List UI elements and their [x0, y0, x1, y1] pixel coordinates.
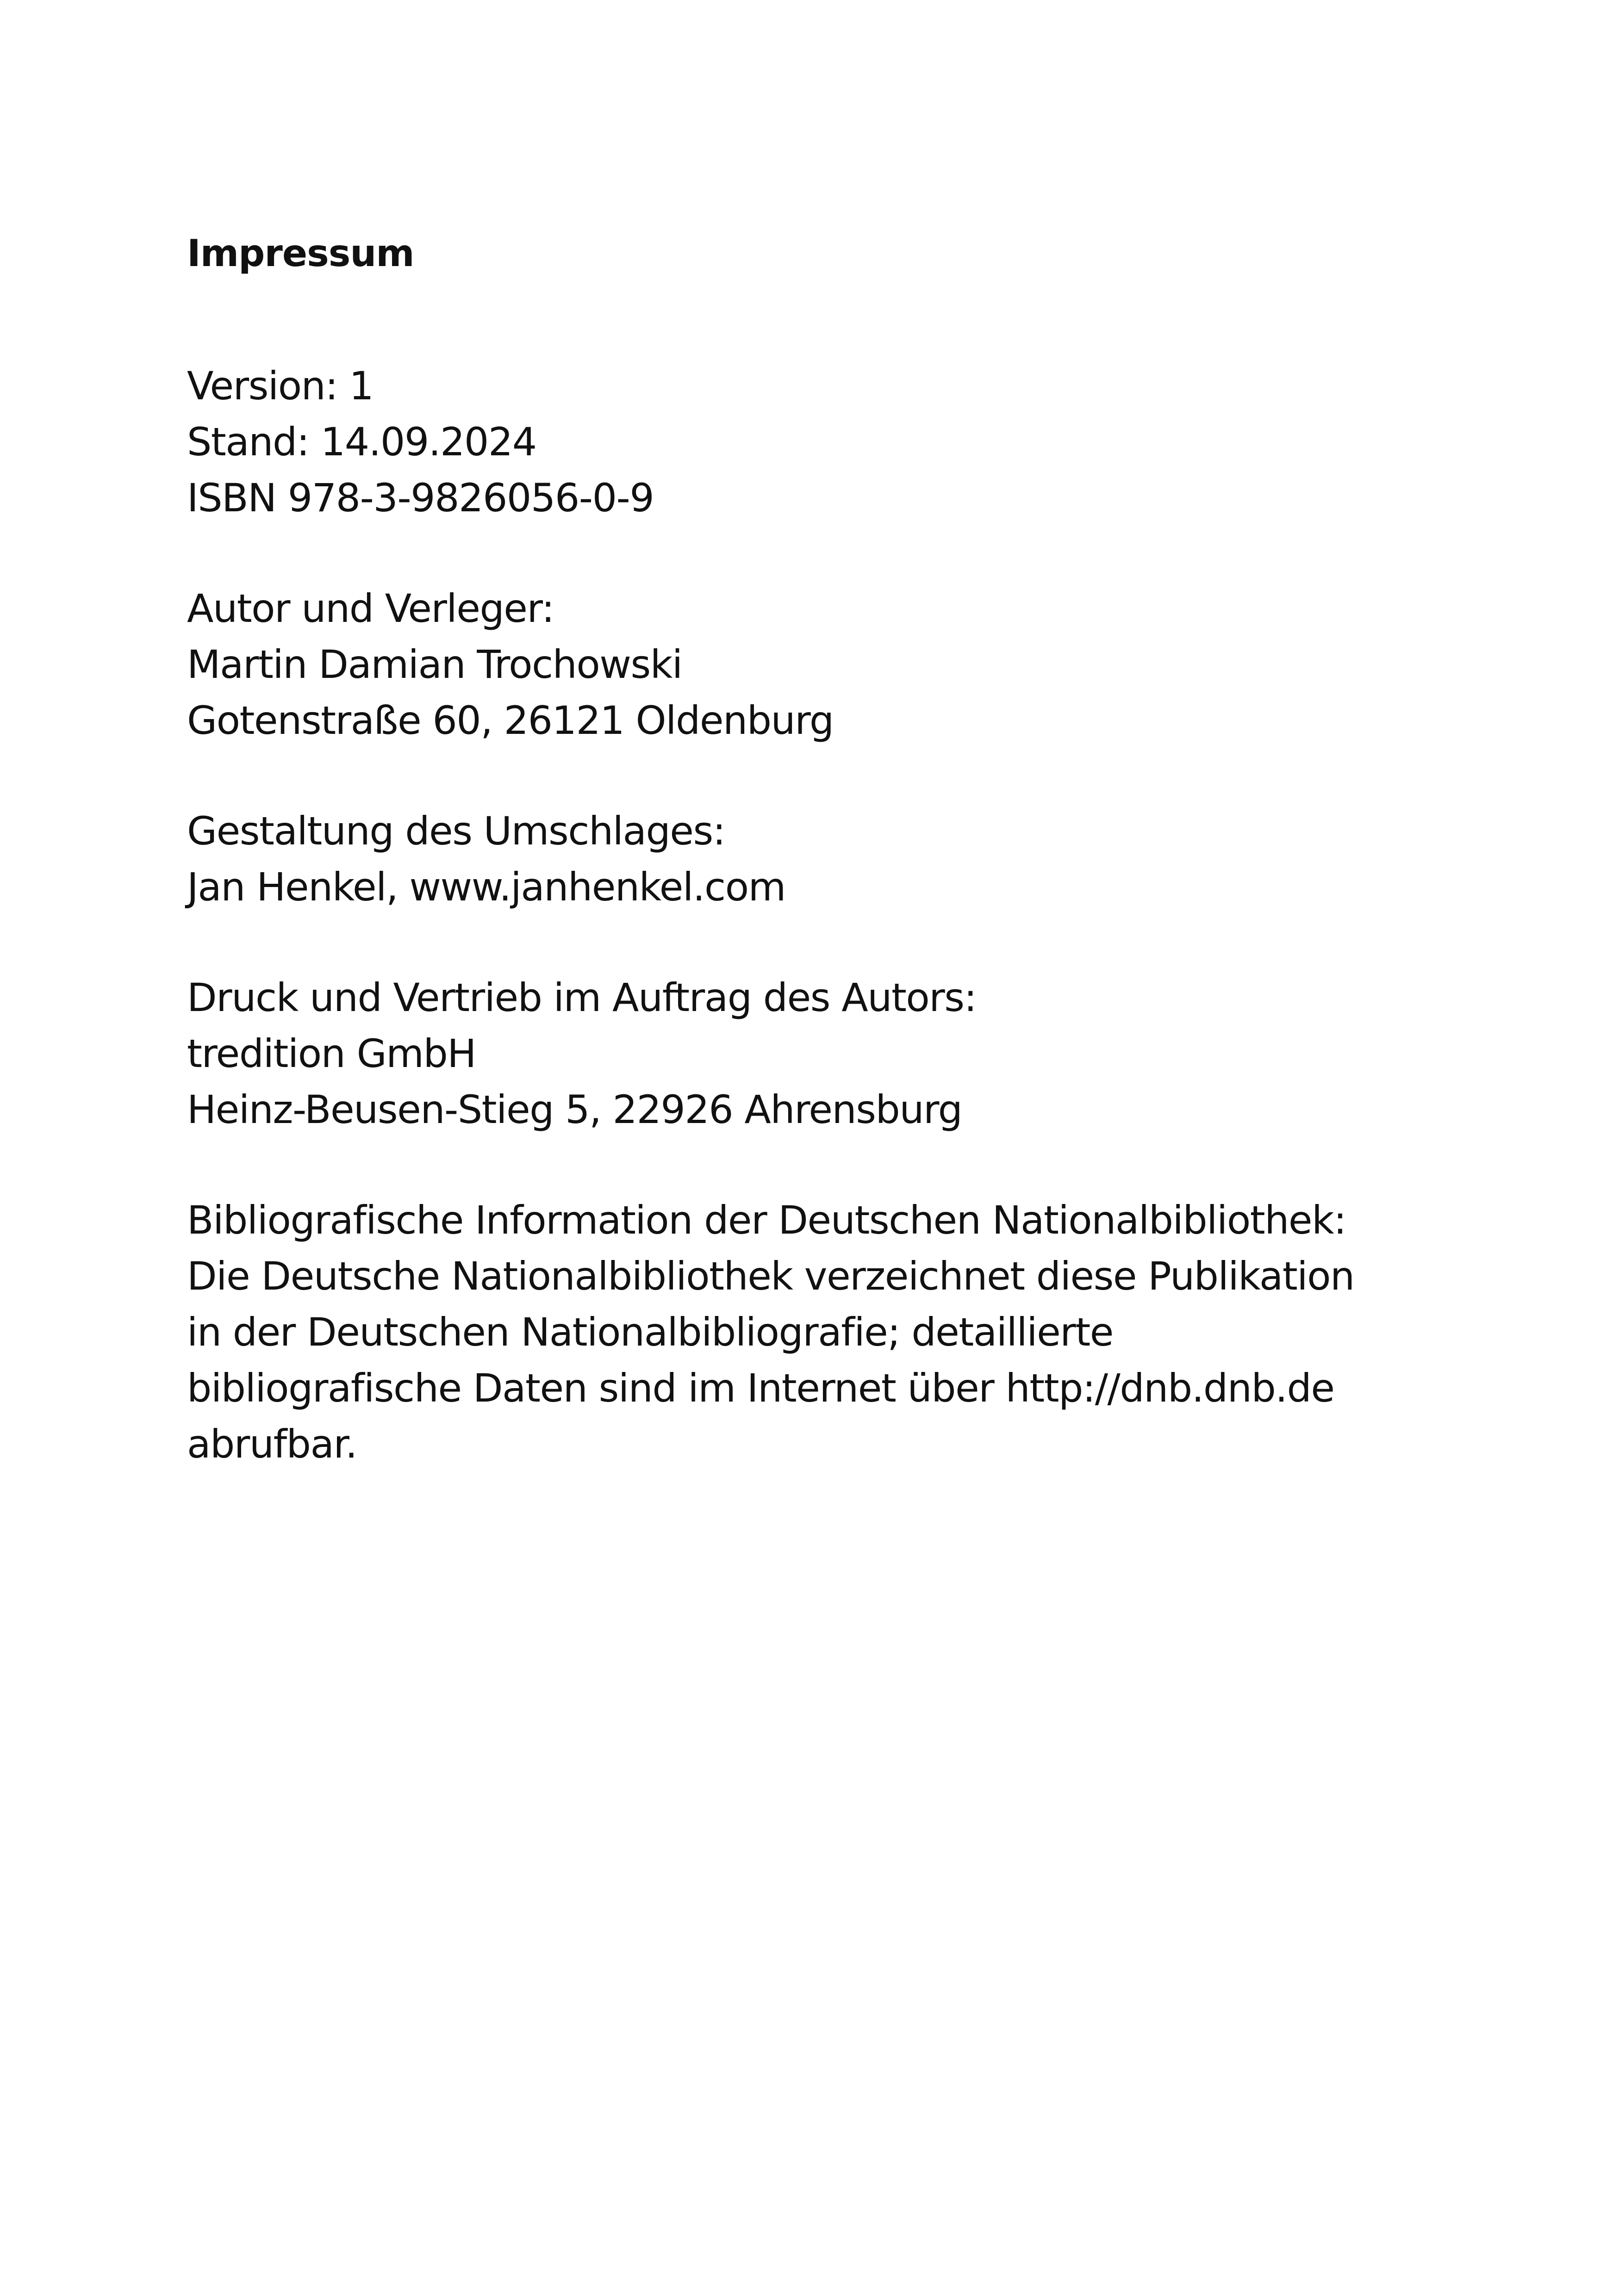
bibliography-line: in der Deutschen Nationalbibliografie; detaillierte [187, 1309, 1113, 1355]
version-block [187, 358, 1437, 526]
print-block [187, 970, 1437, 1138]
page-title: Impressum [187, 232, 414, 275]
version-line: Version: 1 [187, 363, 374, 409]
stand-line: Stand: 14.09.2024 [187, 419, 536, 465]
bibliography-line: abrufbar. [187, 1421, 357, 1467]
bibliography-line: Die Deutsche Nationalbibliothek verzeichnet diese Publikation [187, 1253, 1354, 1299]
cover-block [187, 803, 1437, 915]
author-name: Martin Damian Trochowski [187, 642, 682, 687]
print-address: Heinz-Beusen-Stieg 5, 22926 Ahrensburg [187, 1087, 962, 1132]
author-label: Autor und Verleger: [187, 586, 554, 631]
bibliography-block [187, 1192, 1437, 1472]
cover-designer: Jan Henkel, www.janhenkel.com [187, 864, 785, 910]
bibliography-line: Bibliografische Information der Deutschen Nationalbibliothek: [187, 1198, 1346, 1243]
imprint-content [187, 228, 1437, 1527]
author-address: Gotenstraße 60, 26121 Oldenburg [187, 698, 834, 743]
isbn-line: ISBN 978-3-9826056-0-9 [187, 475, 654, 521]
cover-label: Gestaltung des Umschlages: [187, 808, 725, 854]
print-company: tredition GmbH [187, 1031, 476, 1076]
author-block [187, 581, 1437, 749]
bibliography-line: bibliografische Daten sind im Internet über http://dnb.dnb.de [187, 1365, 1334, 1411]
print-label: Druck und Vertrieb im Auftrag des Autors: [187, 975, 977, 1020]
